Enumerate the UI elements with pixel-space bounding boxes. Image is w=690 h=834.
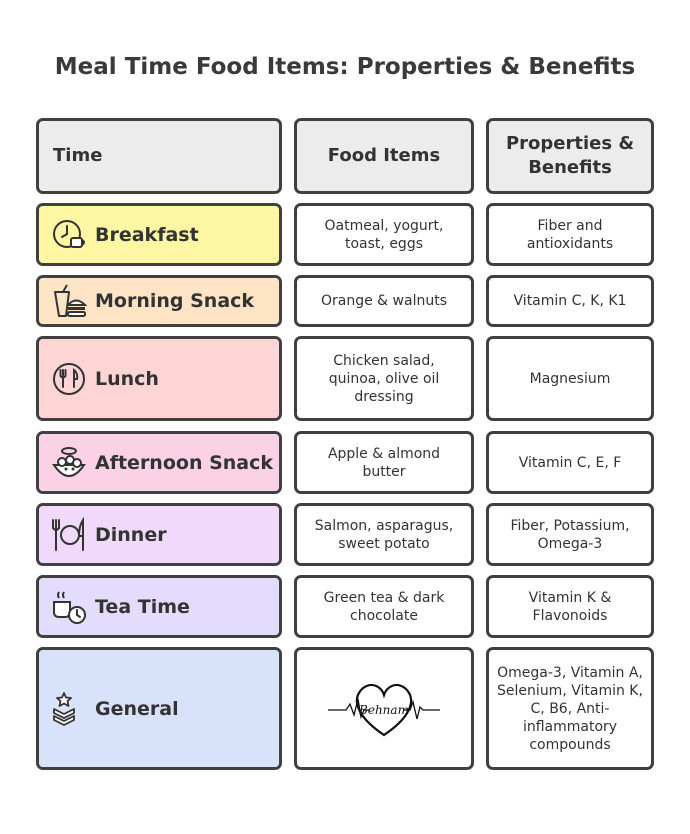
row-label: Lunch bbox=[95, 367, 159, 390]
row-label: Tea Time bbox=[95, 595, 190, 618]
row-tea-time-properties: Vitamin K & Flavonoids bbox=[486, 575, 654, 638]
heartbeat-logo bbox=[324, 677, 444, 741]
row-label: General bbox=[95, 697, 179, 720]
row-label: Breakfast bbox=[95, 223, 199, 246]
row-lunch-food: Chicken salad, quinoa, olive oil dressing bbox=[294, 336, 474, 421]
header-time: Time bbox=[36, 118, 282, 194]
row-label: Dinner bbox=[95, 523, 167, 546]
plate-utensils-icon bbox=[51, 361, 87, 397]
page-title: Meal Time Food Items: Properties & Benefits bbox=[54, 54, 636, 80]
fork-plate-knife-icon bbox=[51, 517, 87, 553]
row-dinner-properties: Fiber, Potassium, Omega-3 bbox=[486, 503, 654, 566]
row-afternoon-snack-properties: Vitamin C, E, F bbox=[486, 431, 654, 494]
row-tea-time-food: Green tea & dark chocolate bbox=[294, 575, 474, 638]
row-general-time bbox=[36, 647, 282, 770]
row-morning-snack-food: Orange & walnuts bbox=[294, 275, 474, 327]
row-lunch-time bbox=[36, 336, 282, 421]
row-breakfast-time bbox=[36, 203, 282, 266]
row-breakfast-properties: Fiber and antioxidants bbox=[486, 203, 654, 266]
row-morning-snack-time bbox=[36, 275, 282, 327]
snack-bowl-icon bbox=[51, 445, 87, 481]
row-afternoon-snack-time bbox=[36, 431, 282, 494]
row-lunch-properties: Magnesium bbox=[486, 336, 654, 421]
logo-text: Behnam bbox=[359, 702, 409, 717]
row-breakfast-food: Oatmeal, yogurt, toast, eggs bbox=[294, 203, 474, 266]
row-tea-time-time bbox=[36, 575, 282, 638]
row-afternoon-snack-food: Apple & almond butter bbox=[294, 431, 474, 494]
header-properties: Properties & Benefits bbox=[486, 118, 654, 194]
row-general-food bbox=[294, 647, 474, 770]
tea-clock-icon bbox=[51, 589, 87, 625]
row-label: Afternoon Snack bbox=[95, 451, 274, 474]
drink-burger-icon bbox=[51, 283, 87, 319]
row-morning-snack-properties: Vitamin C, K, K1 bbox=[486, 275, 654, 327]
rank-badge-icon bbox=[51, 691, 87, 727]
clock-cup-icon bbox=[51, 217, 87, 253]
row-dinner-time bbox=[36, 503, 282, 566]
row-general-properties: Omega-3, Vitamin A, Selenium, Vitamin K, C, B6, Anti-inflammatory compounds bbox=[486, 647, 654, 770]
row-label: Morning Snack bbox=[95, 290, 255, 312]
row-dinner-food: Salmon, asparagus, sweet potato bbox=[294, 503, 474, 566]
header-food-items: Food Items bbox=[294, 118, 474, 194]
